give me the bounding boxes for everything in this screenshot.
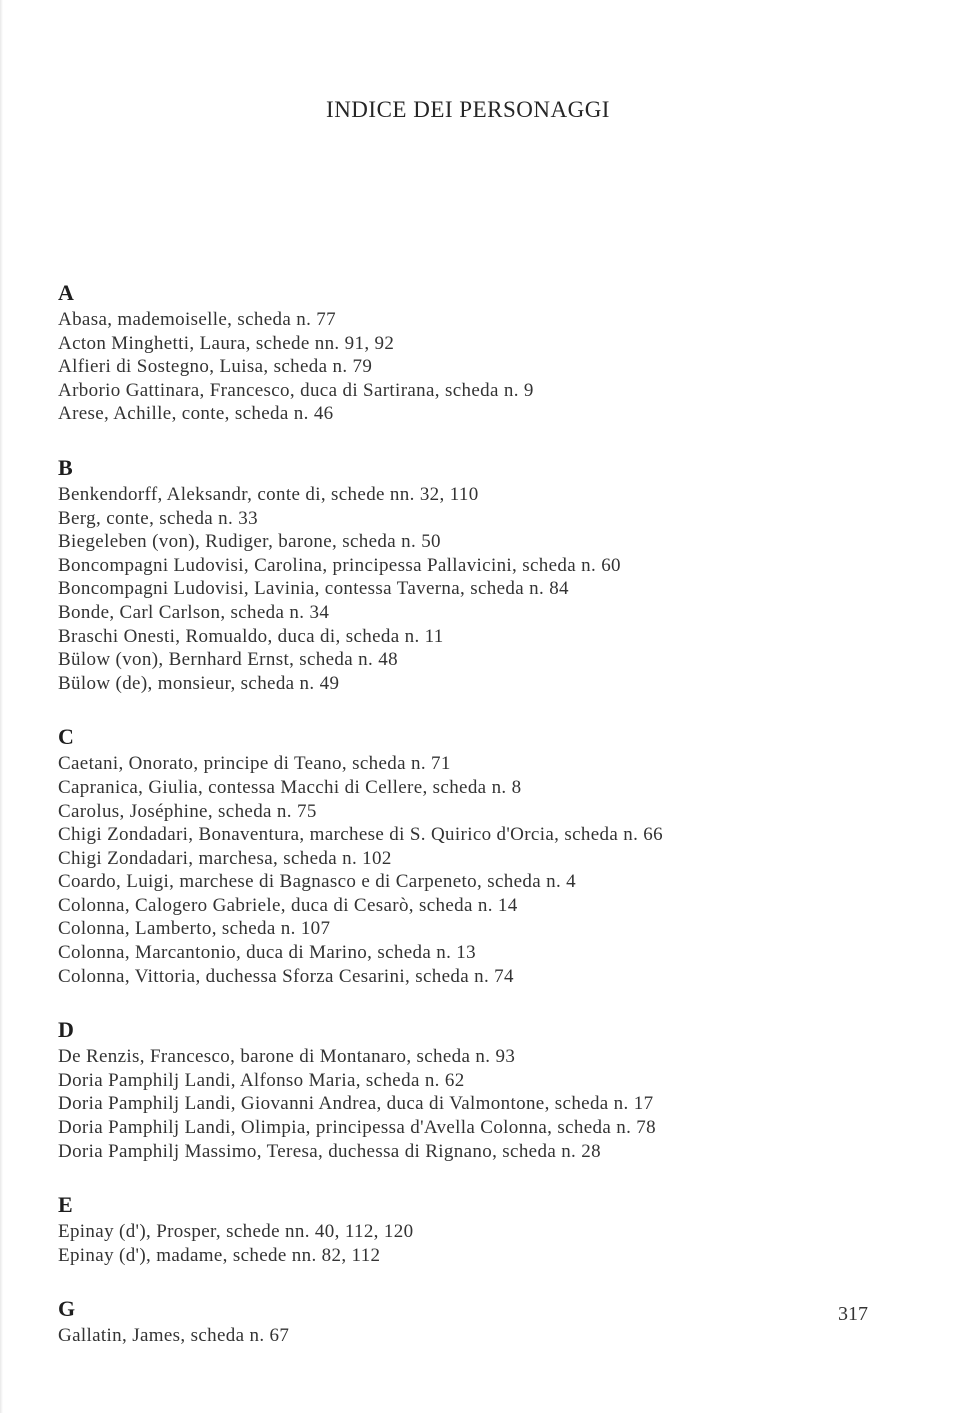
index-entry: Braschi Onesti, Romualdo, duca di, scheda n. 11	[58, 625, 444, 647]
index-section-c	[58, 722, 918, 988]
index-entry: De Renzis, Francesco, barone di Montanaro, scheda n. 93	[58, 1046, 516, 1068]
section-letter: E	[58, 1192, 73, 1218]
page-number: 317	[838, 1303, 868, 1325]
index-entry: Carolus, Joséphine, scheda n. 75	[58, 800, 317, 822]
index-entry: Berg, conte, scheda n. 33	[58, 507, 258, 529]
index-entry: Colonna, Lamberto, scheda n. 107	[58, 918, 331, 940]
index-entry: Doria Pamphilj Massimo, Teresa, duchessa di Rignano, scheda n. 28	[58, 1140, 601, 1162]
index-entry: Colonna, Vittoria, duchessa Sforza Cesarini, scheda n. 74	[58, 965, 514, 987]
section-letter: B	[58, 454, 73, 480]
index-section-d	[58, 1015, 918, 1163]
index-entry: Epinay (d'), madame, schede nn. 82, 112	[58, 1244, 381, 1266]
index-entry: Biegeleben (von), Rudiger, barone, scheda n. 50	[58, 531, 441, 553]
index-entry: Coardo, Luigi, marchese di Bagnasco e di Carpeneto, scheda n. 4	[58, 871, 577, 893]
page-title: INDICE DEI PERSONAGGI	[326, 97, 610, 122]
index-entry: Doria Pamphilj Landi, Alfonso Maria, scheda n. 62	[58, 1069, 465, 1091]
section-letter: D	[58, 1017, 74, 1043]
index-section-b	[58, 453, 918, 695]
index-section-e	[58, 1190, 918, 1267]
page-edge-shadow	[0, 0, 3, 1413]
index-section-g	[58, 1294, 918, 1348]
index-entry: Benkendorff, Aleksandr, conte di, schede nn. 32, 110	[58, 483, 479, 505]
index-entry: Acton Minghetti, Laura, schede nn. 91, 92	[58, 332, 395, 354]
index-entry: Caetani, Onorato, principe di Teano, scheda n. 71	[58, 753, 451, 775]
index-entry: Gallatin, James, scheda n. 67	[58, 1325, 290, 1347]
index-entry: Abasa, mademoiselle, scheda n. 77	[58, 309, 336, 330]
index-entry: Colonna, Marcantonio, duca di Marino, scheda n. 13	[58, 942, 476, 964]
index-entry: Chigi Zondadari, Bonaventura, marchese di S. Quirico d'Orcia, scheda n. 66	[58, 824, 663, 846]
section-letter: A	[58, 280, 74, 305]
index-entry: Boncompagni Ludovisi, Lavinia, contessa Taverna, scheda n. 84	[58, 578, 569, 600]
index-section-a	[58, 278, 918, 426]
index-entry: Capranica, Giulia, contessa Macchi di Cellere, scheda n. 8	[58, 776, 522, 798]
index-entry: Chigi Zondadari, marchesa, scheda n. 102	[58, 847, 392, 869]
index-entry: Alfieri di Sostegno, Luisa, scheda n. 79	[58, 356, 373, 378]
section-letter: C	[58, 724, 74, 750]
index-list	[58, 278, 918, 1375]
index-entry: Colonna, Calogero Gabriele, duca di Cesarò, scheda n. 14	[58, 894, 518, 916]
index-entry: Arborio Gattinara, Francesco, duca di Sartirana, scheda n. 9	[58, 379, 534, 401]
index-entry: Boncompagni Ludovisi, Carolina, principessa Pallavicini, scheda n. 60	[58, 554, 621, 576]
index-entry: Doria Pamphilj Landi, Olimpia, principessa d'Avella Colonna, scheda n. 78	[58, 1117, 656, 1139]
index-entry: Doria Pamphilj Landi, Giovanni Andrea, duca di Valmontone, scheda n. 17	[58, 1093, 654, 1115]
index-entry: Bülow (von), Bernhard Ernst, scheda n. 48	[58, 649, 398, 671]
index-entry: Epinay (d'), Prosper, schede nn. 40, 112, 120	[58, 1221, 414, 1243]
index-entry: Bonde, Carl Carlson, scheda n. 34	[58, 601, 330, 623]
index-entry: Bülow (de), monsieur, scheda n. 49	[58, 672, 340, 694]
section-letter: G	[58, 1296, 76, 1322]
index-entry: Arese, Achille, conte, scheda n. 46	[58, 403, 334, 425]
